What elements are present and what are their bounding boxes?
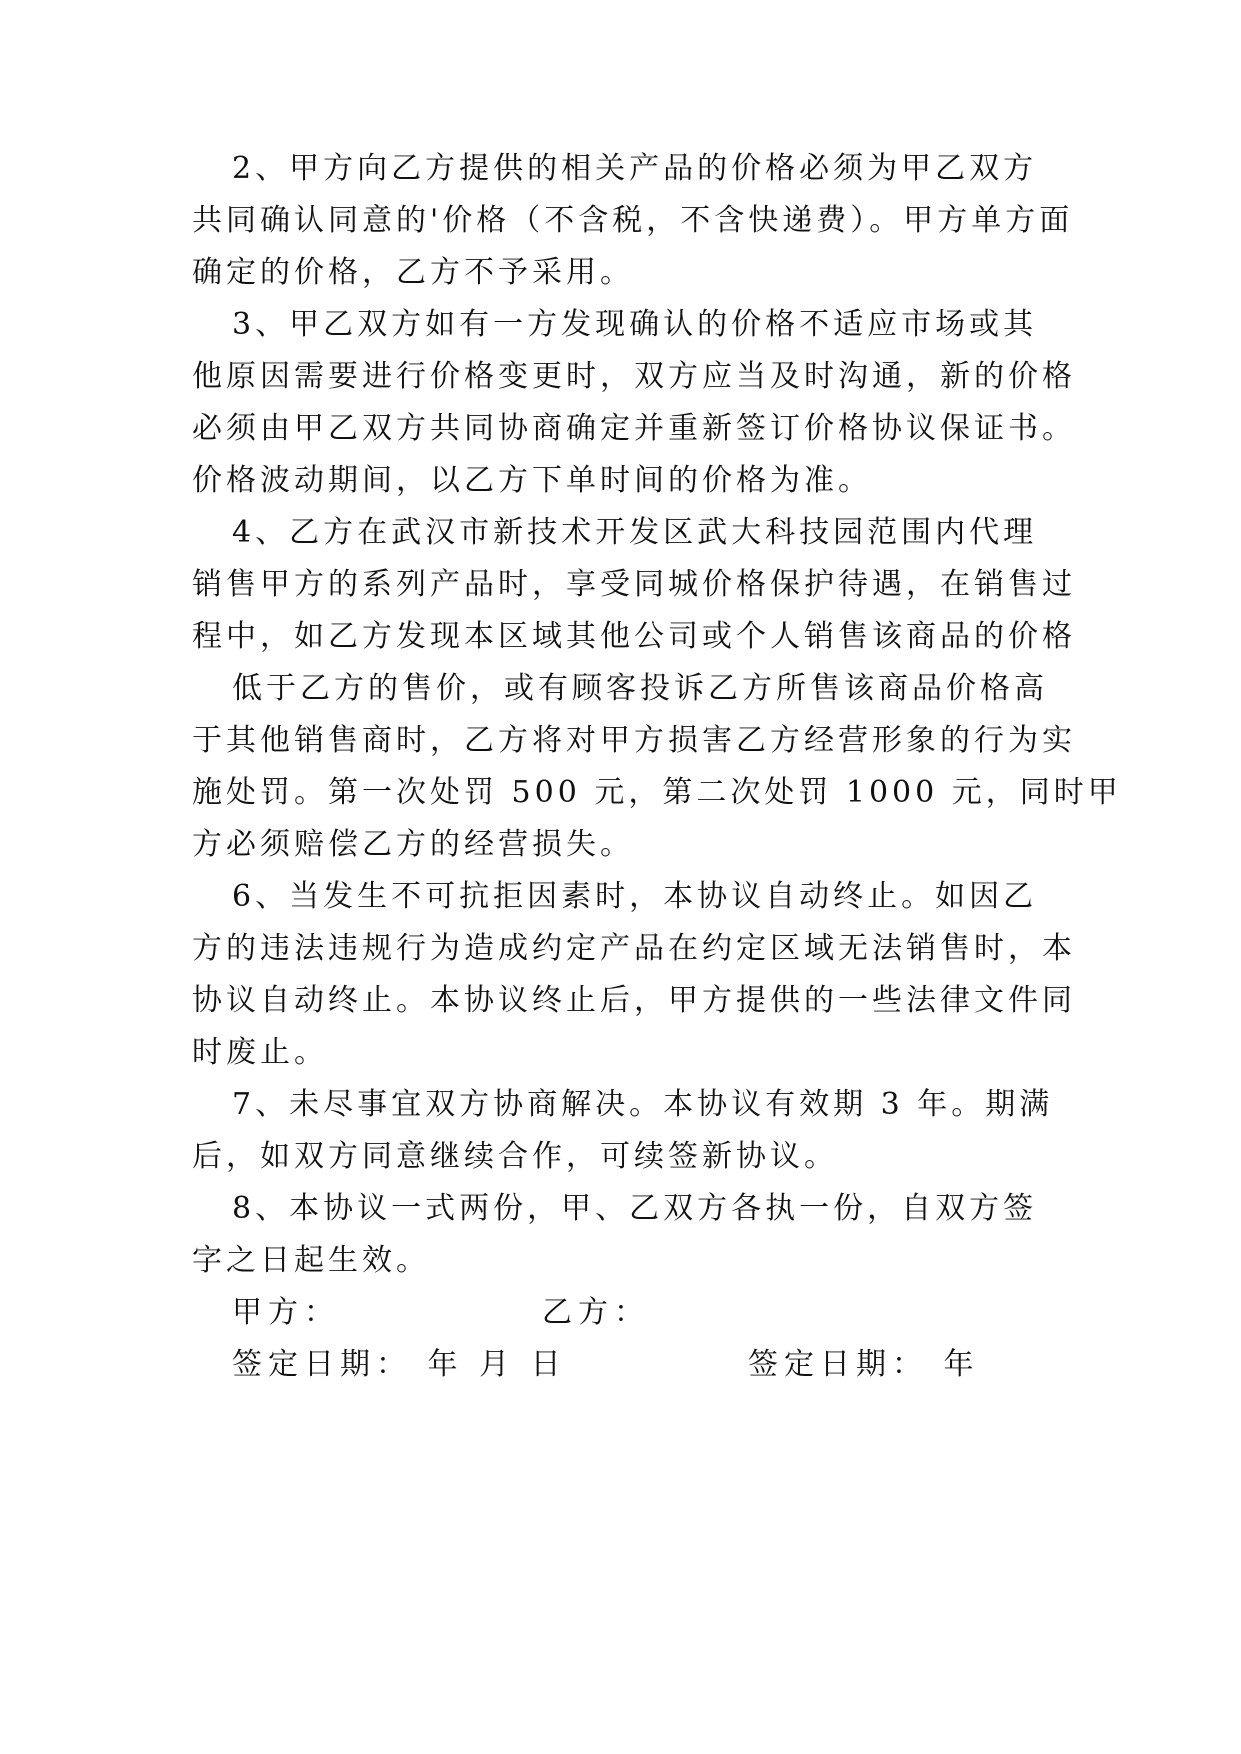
text-line: 他原因需要进行价格变更时，双方应当及时沟通，新的价格 (192, 359, 1076, 394)
text-line: 确定的价格，乙方不予采用。 (192, 255, 634, 290)
text-line: 协议自动终止。本协议终止后，甲方提供的一些法律文件同 (192, 983, 1076, 1018)
text-line: 方的违法违规行为造成约定产品在约定区域无法销售时，本 (192, 931, 1076, 966)
text-line: 6、当发生不可抗拒因素时，本协议自动终止。如因乙 (232, 879, 1038, 914)
text-line: 时废止。 (192, 1035, 328, 1070)
text-line: 价格波动期间，以乙方下单时间的价格为准。 (192, 463, 872, 498)
text-line: 程中，如乙方发现本区域其他公司或个人销售该商品的价格 (192, 619, 1076, 654)
text-line: 方必须赔偿乙方的经营损失。 (192, 827, 634, 862)
party-b-label: 乙方： (542, 1295, 650, 1330)
text-line: 2、甲方向乙方提供的相关产品的价格必须为甲乙双方 (232, 151, 1038, 186)
text-line: 后，如双方同意继续合作，可续签新协议。 (192, 1139, 838, 1174)
text-line: 8、本协议一式两份，甲、乙双方各执一份，自双方签 (232, 1191, 1038, 1226)
text-line: 于其他销售商时，乙方将对甲方损害乙方经营形象的行为实 (192, 723, 1076, 758)
text-line: 共同确认同意的'价格（不含税，不含快递费）。甲方单方面 (192, 203, 1074, 238)
text-line: 必须由甲乙双方共同协商确定并重新签订价格协议保证书。 (192, 411, 1076, 446)
text-line: 3、甲乙双方如有一方发现确认的价格不适应市场或其 (232, 307, 1038, 342)
text-line: 低于乙方的售价，或有顾客投诉乙方所售该商品价格高 (232, 671, 1048, 706)
text-line: 4、乙方在武汉市新技术开发区武大科技园范围内代理 (232, 515, 1038, 550)
party-a-label: 甲方： (232, 1295, 340, 1330)
signing-date-b: 签定日期： 年 (748, 1347, 980, 1382)
text-line: 销售甲方的系列产品时，享受同城价格保护待遇，在销售过 (192, 567, 1076, 602)
text-line: 7、未尽事宜双方协商解决。本协议有效期 3 年。期满 (232, 1087, 1054, 1122)
text-line: 施处罚。第一次处罚 500 元，第二次处罚 1000 元，同时甲 (192, 775, 1122, 810)
text-line: 字之日起生效。 (192, 1243, 430, 1278)
signing-date-a: 签定日期： 年 月 日 (232, 1347, 567, 1382)
